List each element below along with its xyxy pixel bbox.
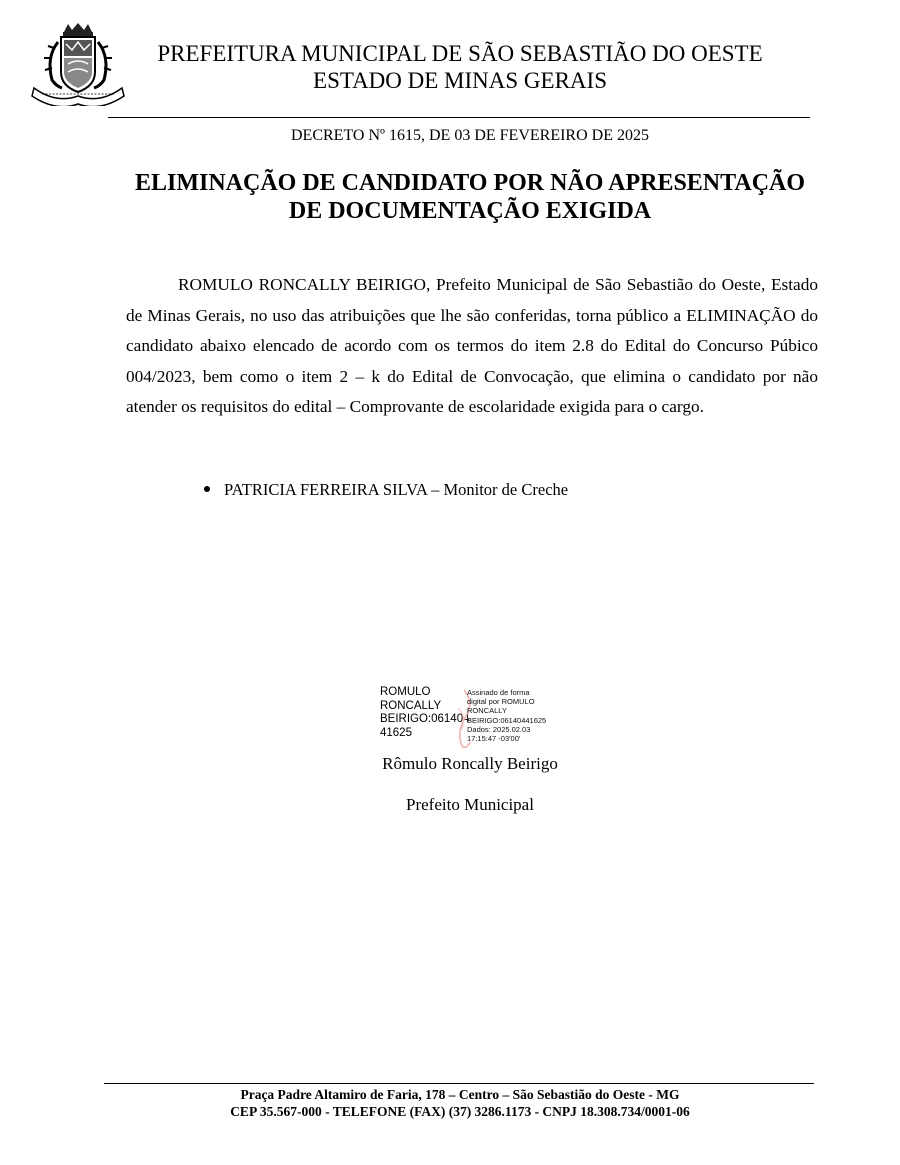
footer-address: Praça Padre Altamiro de Faria, 178 – Centro – São Sebastião do Oeste - MG bbox=[240, 1087, 680, 1102]
header-municipality: PREFEITURA MUNICIPAL DE SÃO SEBASTIÃO DO OESTE bbox=[157, 41, 763, 66]
signer-role: Prefeito Municipal bbox=[406, 795, 534, 814]
signature-name-line: ROMULO bbox=[380, 686, 431, 698]
header-state: ESTADO DE MINAS GERAIS bbox=[313, 68, 607, 93]
footer-contact: CEP 35.567-000 - TELEFONE (FAX) (37) 3286.1173 - CNPJ 18.308.734/0001-06 bbox=[230, 1104, 690, 1119]
candidate-list-item bbox=[204, 480, 568, 500]
footer-divider bbox=[104, 1083, 814, 1084]
decree-number: DECRETO Nº 1615, DE 03 DE FEVEREIRO DE 2025 bbox=[291, 127, 649, 144]
signature-detail-line: digital por ROMULO bbox=[467, 697, 535, 707]
signer-name: Rômulo Roncally Beirigo bbox=[382, 754, 558, 773]
header-divider bbox=[108, 117, 810, 118]
signature-detail-line: Dados: 2025.02.03 bbox=[467, 724, 531, 734]
document-title-line2: DE DOCUMENTAÇÃO EXIGIDA bbox=[288, 198, 652, 224]
bullet-icon bbox=[204, 486, 210, 492]
signature-details bbox=[467, 688, 546, 743]
signature-detail-line: 17:15:47 -03'00' bbox=[467, 734, 521, 744]
signature-name-line: RONCALLY bbox=[380, 699, 442, 712]
candidate-entry: PATRICIA FERREIRA SILVA – Monitor de Creche bbox=[224, 480, 569, 499]
decree-body: ROMULO RONCALLY BEIRIGO, Prefeito Municipal de São Sebastião do Oeste, Estado de Minas Gerais, no uso das atribuições que lhe são conferidas, torna público a ELIMINAÇÃO do candidato abaixo elencado de acordo com os termos do item 2.8 do Edital do Concurso Púbico 004/2023, bem como o item 2 – k do Edital de Convocação, que elimina o candidato por não atender os requisitos do edital – Comprovante de escolaridade exigida para o cargo. bbox=[126, 275, 818, 416]
signature-detail-line: RONCALLY bbox=[467, 706, 507, 716]
document-title-line1: ELIMINAÇÃO DE CANDIDATO POR NÃO APRESENTAÇÃO bbox=[134, 170, 806, 196]
signature-detail-line: Assinado de forma bbox=[467, 688, 530, 697]
signature-name-line: BEIRIGO:061404 bbox=[380, 713, 470, 726]
signature-detail-line: BEIRIGO:06140441625 bbox=[467, 715, 547, 725]
digital-signature-stamp bbox=[380, 686, 580, 750]
signature-name-line: 41625 bbox=[380, 726, 412, 739]
